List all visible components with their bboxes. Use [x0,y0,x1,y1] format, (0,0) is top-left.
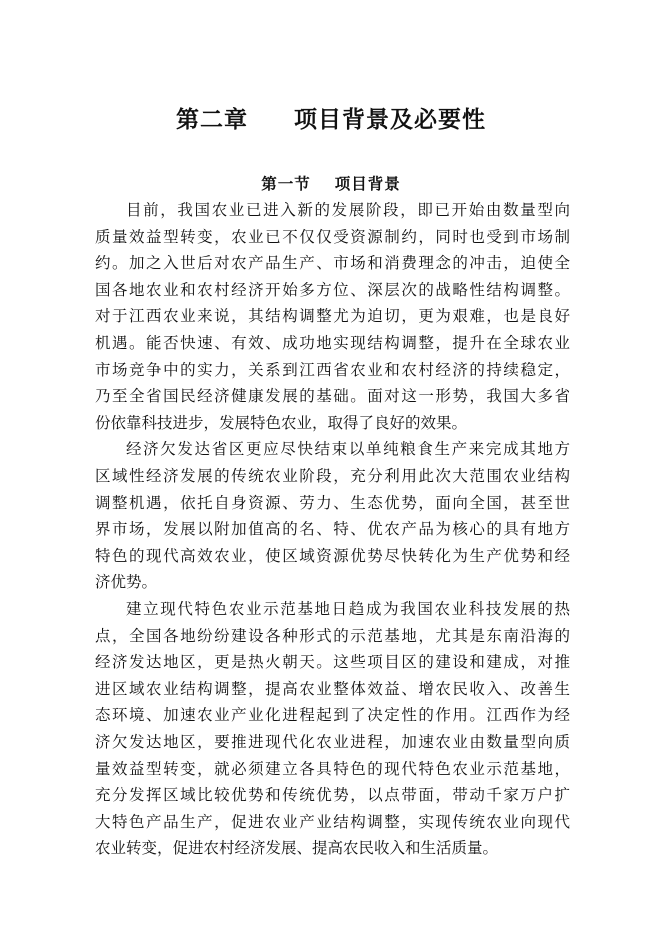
chapter-number: 第二章 [176,107,248,133]
text-line: 机遇。能否快速、有效、成功地实现结构调整，提升在全球农业 [95,334,570,352]
text-line: 界市场，发展以附加值高的名、特、优农产品为核心的具有地方 [95,520,570,539]
text-line: 建立现代特色农业示范基地日趋成为我国农业科技发展的热 [126,600,570,618]
text-line: 经济欠发达省区更应尽快结束以单纯粮食生产来完成其地方 [126,440,570,459]
text-line: 调整机遇，依托自身资源、劳力、生态优势，面向全国，甚至世 [95,493,570,512]
text-line: 经济发达地区，更是热火朝天。这些项目区的建设和建成，对推 [95,653,570,672]
text-line: 充分发挥区域比较优势和传统优势，以点带面，带动千家万户扩 [95,786,570,805]
text-line: 农业转变，促进农村经济发展、提高农民收入和生活质量。 [95,839,499,858]
text-line: 济欠发达地区，要推进现代化农业进程，加速农业由数量型向质 [95,733,570,751]
text-line: 大特色产品生产，促进农业产业结构调整，实现传统农业向现代 [95,812,570,831]
text-line: 特色的现代高效农业，使区域资源优势尽快转化为生产优势和经 [95,546,570,565]
text-line: 进区域农业结构调整，提高农业整体效益、增农民收入、改善生 [95,679,570,698]
text-line: 约。加之入世后对农产品生产、市场和消费理念的冲击，迫使全 [95,254,570,273]
section-title [0,172,662,194]
chapter-title [0,101,662,134]
section-heading: 项目背景 [334,175,401,193]
text-line: 态环境、加速农业产业化进程起到了决定性的作用。江西作为经 [95,706,570,725]
text-line: 区域性经济发展的传统农业阶段，充分利用此次大范围农业结构 [95,467,570,485]
text-line: 点，全国各地纷纷建设各种形式的示范基地，尤其是东南沿海的 [95,626,570,645]
section-number: 第一节 [261,175,311,193]
text-line: 国各地农业和农村经济开始多方位、深层次的战略性结构调整。 [95,280,570,299]
text-line: 对于江西农业来说，其结构调整尤为迫切，更为艰难，也是良好 [95,307,570,326]
text-line: 量效益型转变，就必须建立各具特色的现代特色农业示范基地， [95,759,570,778]
chapter-heading: 项目背景及必要性 [294,107,486,133]
text-line: 份依靠科技进步，发展特色农业，取得了良好的效果。 [95,413,468,432]
text-line: 市场竞争中的实力，关系到江西省农业和农村经济的持续稳定， [95,360,570,379]
text-line: 目前，我国农业已进入新的发展阶段，即已开始由数量型向 [126,201,570,219]
text-line: 质量效益型转变，农业已不仅仅受资源制约，同时也受到市场制 [95,227,570,246]
text-line: 济优势。 [95,573,158,592]
text-line: 乃至全省国民经济健康发展的基础。面对这一形势，我国大多省 [95,387,570,406]
